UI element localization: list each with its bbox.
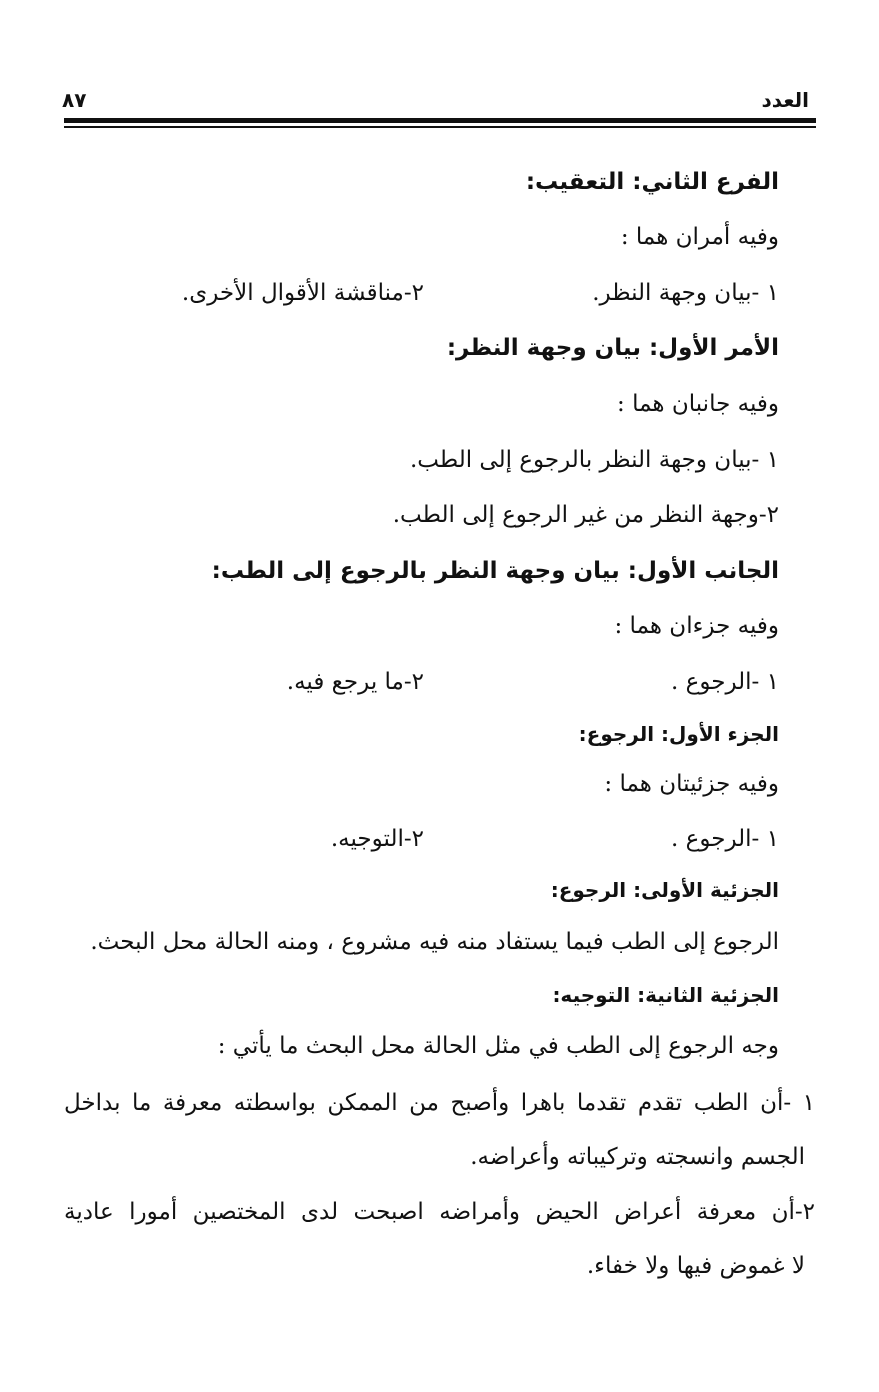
list-item: ٢-مناقشة الأقوال الأخرى. xyxy=(181,280,424,306)
sub-heading: الجزئية الأولى: الرجوع: xyxy=(550,878,779,902)
page-number: ٨٧ xyxy=(62,88,87,112)
section-heading: الأمر الأول: بيان وجهة النظر: xyxy=(446,335,779,361)
header-rule-thick xyxy=(64,118,816,123)
paragraph: وفيه جانبان هما : xyxy=(617,391,779,417)
header-rule-thin xyxy=(64,126,816,128)
paragraph: ٢-أن معرفة أعراض الحيض وأمراضه اصبحت لدى المختصين أمورا عادية xyxy=(64,1199,815,1225)
paragraph: الرجوع إلى الطب فيما يستفاد منه فيه مشروع ، ومنه الحالة محل البحث. xyxy=(90,929,779,955)
section-heading: الجانب الأول: بيان وجهة النظر بالرجوع إلى الطب: xyxy=(211,558,779,584)
list-item: ١ -بيان وجهة النظر. xyxy=(592,280,779,306)
paragraph: وفيه أمران هما : xyxy=(620,224,779,250)
paragraph: وفيه جزءان هما : xyxy=(614,613,779,639)
list-item: ١ -بيان وجهة النظر بالرجوع إلى الطب. xyxy=(409,447,779,473)
paragraph: وفيه جزئيتان هما : xyxy=(604,771,779,797)
list-item: ٢-وجهة النظر من غير الرجوع إلى الطب. xyxy=(392,502,779,528)
list-item: ١ -الرجوع . xyxy=(671,826,779,852)
section-heading: الفرع الثاني: التعقيب: xyxy=(525,169,779,195)
running-header-title: العدد xyxy=(761,88,809,112)
list-item: ٢-ما يرجع فيه. xyxy=(286,669,424,695)
paragraph: ١ -أن الطب تقدم تقدما باهرا وأصبح من الممكن بواسطته معرفة ما بداخل xyxy=(64,1090,815,1116)
paragraph: لا غموض فيها ولا خفاء. xyxy=(586,1253,805,1279)
paragraph: الجسم وانسجته وتركيباته وأعراضه. xyxy=(470,1144,805,1170)
list-item: ٢-التوجيه. xyxy=(330,826,424,852)
sub-heading: الجزء الأول: الرجوع: xyxy=(578,722,779,746)
paragraph: وجه الرجوع إلى الطب في مثل الحالة محل البحث ما يأتي : xyxy=(217,1033,779,1059)
sub-heading: الجزئية الثانية: التوجيه: xyxy=(552,983,779,1007)
list-item: ١ -الرجوع . xyxy=(671,669,779,695)
